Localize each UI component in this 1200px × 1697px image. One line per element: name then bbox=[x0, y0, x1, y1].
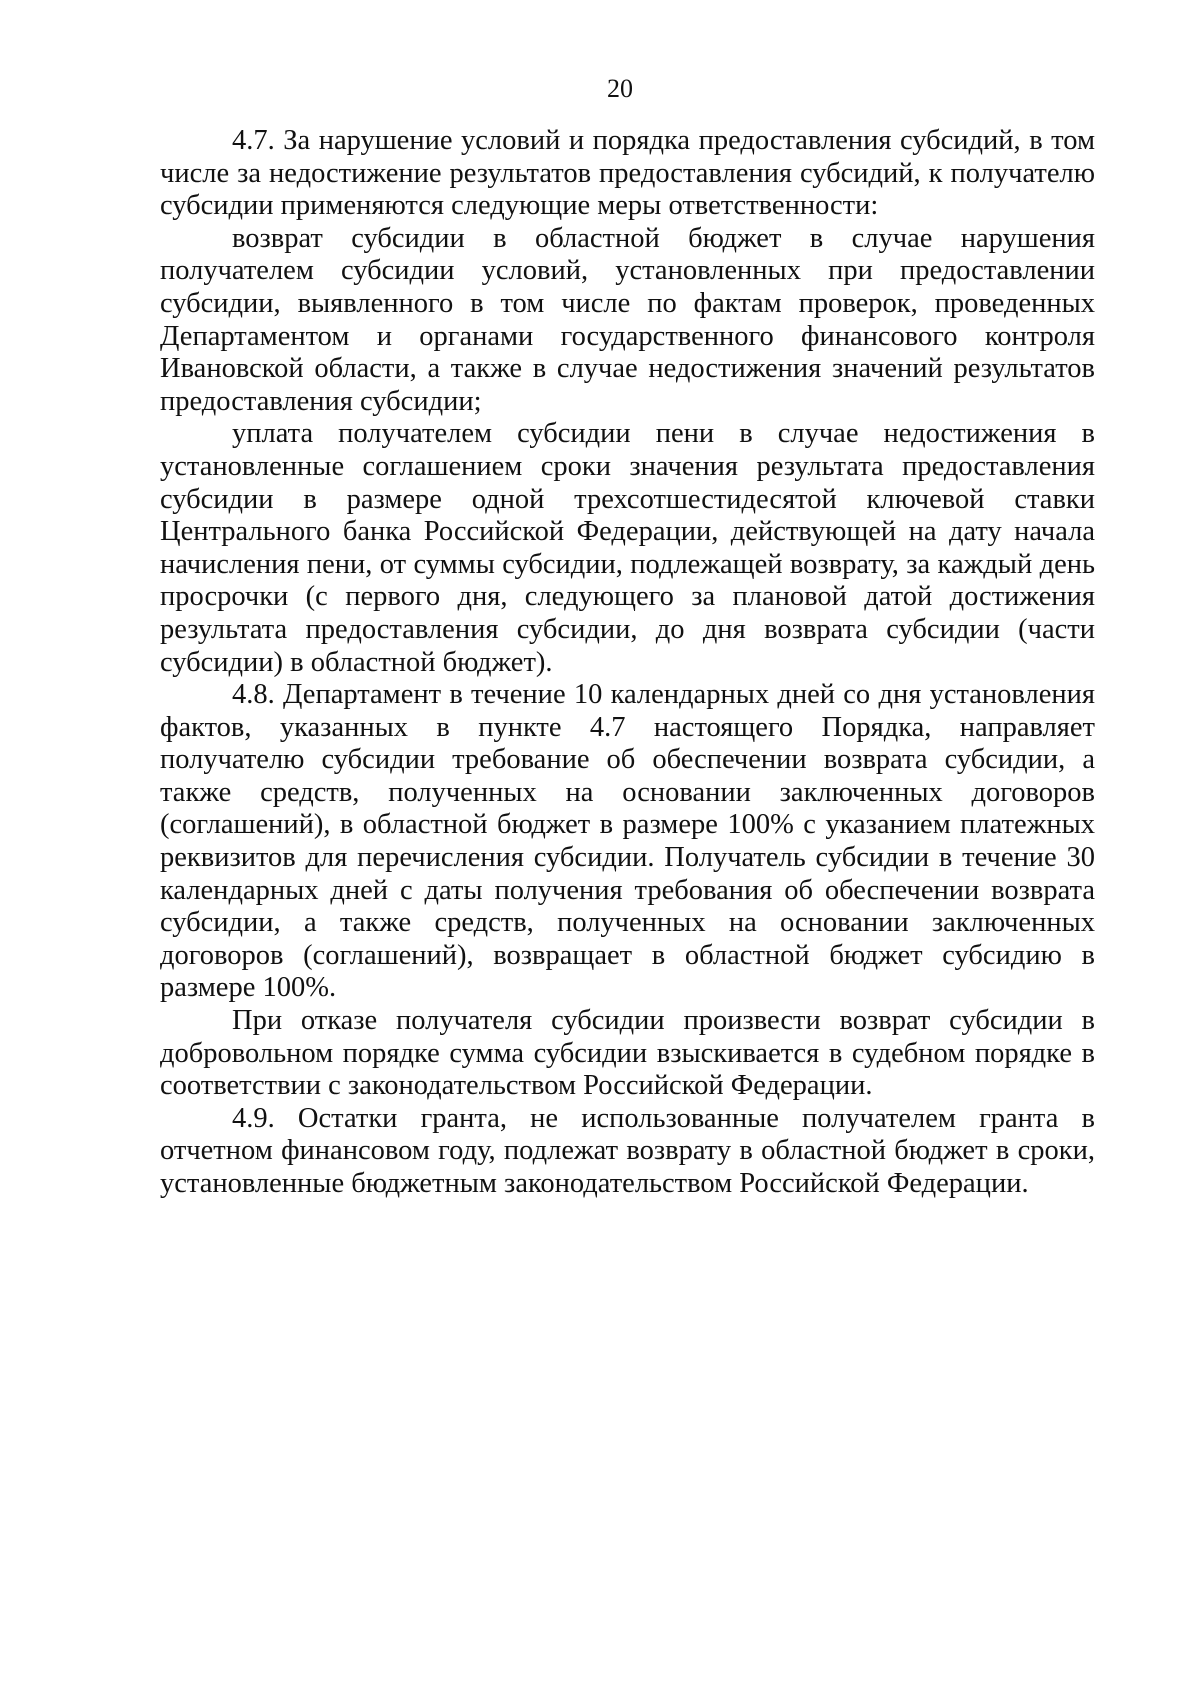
paragraph-refund-measure: возврат субсидии в областной бюджет в случае нарушения получателем субсидии условий, установленных при предоставлении субсидии, выявленного в том числе по фактам проверок, проведенных Департаментом и органами государственного финансового контроля Ивановской области, а также в случае недостижения значений результатов предоставления субсидии; bbox=[160, 222, 1095, 417]
paragraph-4-8: 4.8. Департамент в течение 10 календарных дней со дня установления фактов, указанных в пункте 4.7 настоящего Порядка, направляет получателю субсидии требование об обеспечении возврата субсидии, а также средств, полученных на основании заключенных договоров (соглашений), в областной бюджет в размере 100% с указанием платежных реквизитов для перечисления субсидии. Получатель субсидии в течение 30 календарных дней с даты получения требования об обеспечении возврата субсидии, а также средств, полученных на основании заключенных договоров (соглашений), возвращает в областной бюджет субсидию в размере 100%. bbox=[160, 679, 1095, 1004]
document-body bbox=[160, 125, 1095, 1201]
paragraph-penalty-measure: уплата получателем субсидии пени в случае недостижения в установленные соглашением сроки значения результата предоставления субсидии в размере одной трехсотшестидесятой ключевой ставки Центрального банка Российской Федерации, действующей на дату начала начисления пени, от суммы субсидии, подлежащей возврату, за каждый день просрочки (с первого дня, следующего за плановой датой достижения результата предоставления субсидии, до дня возврата субсидии (части субсидии) в областной бюджет). bbox=[160, 418, 1095, 678]
paragraph-4-7: 4.7. За нарушение условий и порядка предоставления субсидий, в том числе за недостижение результатов предоставления субсидий, к получателю субсидии применяются следующие меры ответственности: bbox=[160, 125, 1095, 222]
paragraph-4-9: 4.9. Остатки гранта, не использованные получателем гранта в отчетном финансовом году, подлежат возврату в областной бюджет в сроки, установленные бюджетным законодательством Российской Федерации. bbox=[160, 1102, 1095, 1199]
paragraph-court-recovery: При отказе получателя субсидии произвести возврат субсидии в добровольном порядке сумма субсидии взыскивается в судебном порядке в соответствии с законодательством Российской Федерации. bbox=[160, 1005, 1095, 1102]
page-number: 20 bbox=[607, 74, 633, 103]
